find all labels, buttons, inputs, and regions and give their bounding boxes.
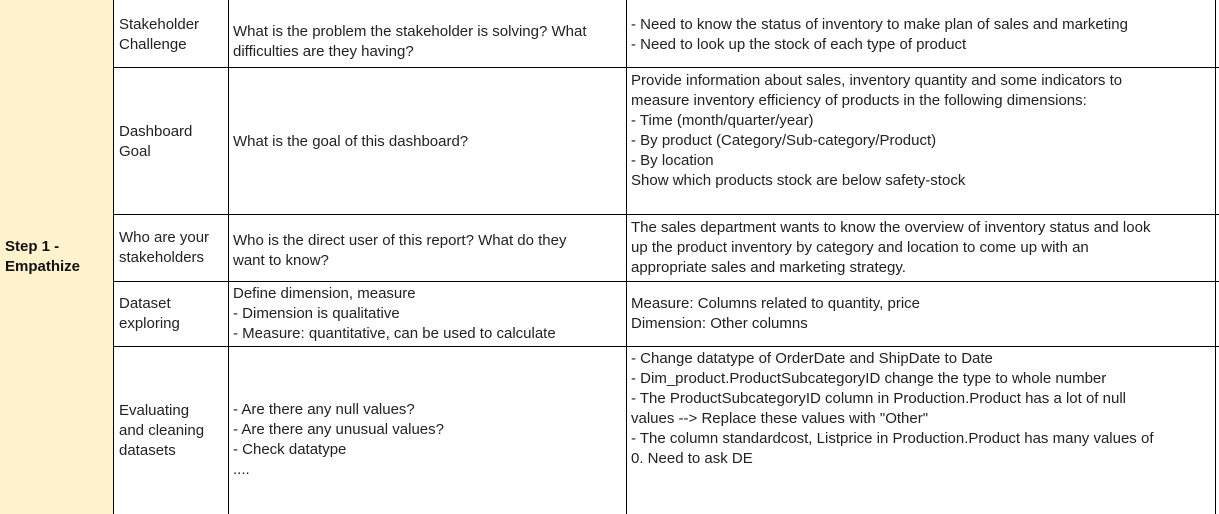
answer-cell-dataset-exploring: Measure: Columns related to quantity, price Dimension: Other columns [631,295,921,332]
row-divider [114,346,1219,347]
answer-cell-dashboard-goal: Provide information about sales, inventory quantity and some indicators to measure inventory efficiency of products in the following dimensions: - Time (month/quarter/year) - By product (Category/Sub-category/Product) - By location Show which products stock are below safety-stock [631,72,1123,189]
column-divider [626,0,627,514]
question-cell-evaluating-cleaning: - Are there any null values? - Are there any unusual values? - Check datatype .... [233,400,444,478]
answer-cell-stakeholders: The sales department wants to know the overview of inventory status and look up the product inventory by category and location to come up with an appropriate sales and marketing strategy. [631,219,1151,276]
row-divider [114,214,1219,215]
category-cell-stakeholders: Who are your stakeholders [119,229,210,266]
answer-cell-stakeholder-challenge: - Need to know the status of inventory to make plan of sales and marketing - Need to look up the stock of each type of product [631,16,1128,53]
category-cell-stakeholder-challenge: Stakeholder Challenge [119,16,200,53]
question-cell-dataset-exploring: Define dimension, measure - Dimension is qualitative - Measure: quantitative, can be used to calculate [233,285,556,342]
row-divider [114,67,1219,68]
question-cell-stakeholders: Who is the direct user of this report? What do they want to know? [233,232,567,269]
category-cell-evaluating-cleaning: Evaluating and cleaning datasets [119,401,205,459]
category-cell-dashboard-goal: Dashboard Goal [119,122,193,160]
column-divider [228,0,229,514]
row-divider [114,281,1219,282]
category-cell-dataset-exploring: Dataset exploring [119,295,180,332]
answer-cell-evaluating-cleaning: - Change datatype of OrderDate and ShipDate to Date - Dim_product.ProductSubcategoryID change the type to whole number - The ProductSubcategoryID column in Production.Product has a lot of null values --> Replace these values with "Other" - The column standardcost, Listprice in Production.Product has many values of 0. Need to ask DE [631,350,1154,467]
step-label: Step 1 - Empathize [0,0,114,514]
question-cell-dashboard-goal: What is the goal of this dashboard? [233,132,469,150]
question-cell-stakeholder-challenge: What is the problem the stakeholder is solving? What difficulties are they having? [233,23,587,60]
column-divider [1215,0,1216,514]
